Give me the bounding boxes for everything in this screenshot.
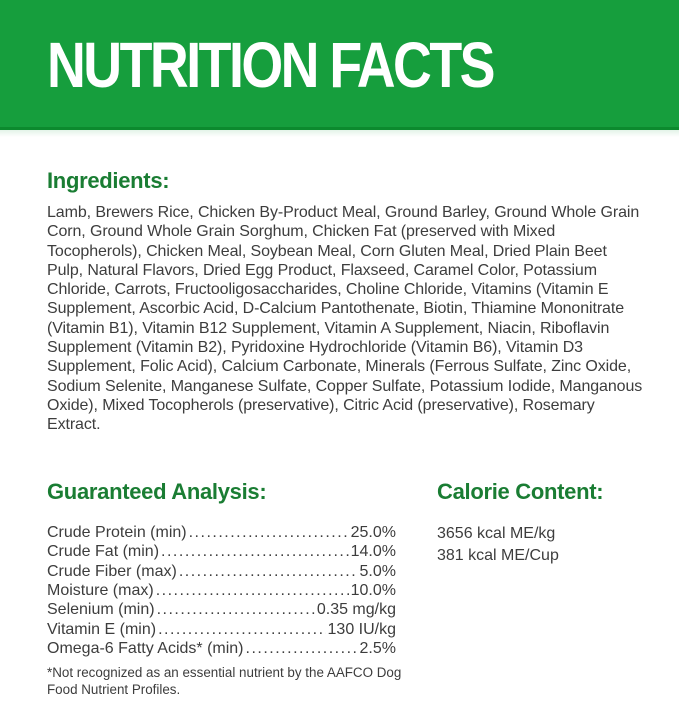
- analysis-row-label: Omega-6 Fatty Acids* (min): [47, 639, 244, 657]
- calorie-content-heading: Calorie Content:: [437, 478, 604, 504]
- analysis-row-value: 2.5%: [359, 639, 396, 657]
- analysis-row: [47, 639, 396, 658]
- label-content: [0, 168, 679, 712]
- analysis-row-label: Crude Fat (min): [47, 543, 160, 561]
- analysis-row-label: Moisture (max): [47, 581, 154, 599]
- analysis-row-value: 0.35 mg/kg: [316, 601, 396, 619]
- ingredients-heading: Ingredients:: [47, 168, 170, 193]
- analysis-row: [47, 523, 396, 542]
- analysis-row-label: Crude Protein (min): [47, 524, 187, 542]
- analysis-row-label: Crude Fiber (max): [47, 562, 177, 580]
- analysis-row-value: 10.0%: [350, 581, 396, 599]
- analysis-calorie-columns: [47, 461, 639, 712]
- header-band: [0, 0, 679, 130]
- dotted-leader: [246, 639, 358, 658]
- analysis-row: [47, 581, 396, 600]
- analysis-row-value: 5.0%: [359, 562, 396, 580]
- analysis-row-label: Vitamin E (min): [47, 620, 157, 638]
- dotted-leader: [179, 562, 358, 581]
- analysis-row: [47, 600, 396, 619]
- analysis-row: [47, 542, 396, 561]
- analysis-row: [47, 620, 396, 639]
- calorie-line: 381 kcal ME/Cup: [437, 546, 559, 564]
- ingredients-text: Lamb, Brewers Rice, Chicken By-Product Meal, Ground Barley, Ground Whole Grain Corn, Ground Whole Grain Sorghum, Chicken Fat (preserved with Mixed Tocopherols), Chicken Meal, Soybean Meal, Corn Gluten Meal, Dried Plain Beet Pulp, Natural Flavors, Dried Egg Product, Flaxseed, Caramel Color, Potassium Chloride, Carrots, Fructooligosaccharides, Choline Chloride, Vitamins (Vitamin E Supplement, Ascorbic Acid, D-Calcium Pantothenate, Biotin, Thiamine Mononitrate (Vitamin B1), Vitamin B12 Supplement, Vitamin A Supplement, Niacin, Riboflavin Supplement (Vitamin B2), Pyridoxine Hydrochloride (Vitamin B6), Vitamin D3 Supplement, Folic Acid), Calcium Carbonate, Minerals (Ferrous Sulfate, Zinc Oxide, Sodium Selenite, Manganese Sulfate, Copper Sulfate, Potassium Iodide, Manganous Oxide), Mixed Tocopherols (preservative), Citric Acid (preservative), Rosemary Extract.: [47, 204, 643, 434]
- analysis-row-value: 25.0%: [350, 524, 396, 542]
- dotted-leader: [161, 542, 349, 561]
- calorie-content-values: [437, 523, 603, 566]
- analysis-row-value: 130 IU/kg: [327, 620, 396, 638]
- page-title: NUTRITION FACTS: [47, 28, 494, 101]
- analysis-footnote: *Not recognized as an essential nutrient by the AAFCO Dog Food Nutrient Profiles.: [47, 665, 402, 697]
- analysis-row: [47, 562, 396, 581]
- guaranteed-analysis-table: [47, 523, 396, 658]
- analysis-row-value: 14.0%: [350, 543, 396, 561]
- dotted-leader: [189, 523, 349, 542]
- guaranteed-analysis-section: [47, 461, 402, 712]
- calorie-line: 3656 kcal ME/kg: [437, 525, 556, 543]
- dotted-leader: [157, 600, 315, 619]
- calorie-content-section: [437, 461, 603, 712]
- header-band-shadow: [0, 130, 679, 137]
- dotted-leader: [158, 620, 325, 639]
- dotted-leader: [156, 581, 349, 600]
- guaranteed-analysis-heading: Guaranteed Analysis:: [47, 478, 267, 504]
- analysis-row-label: Selenium (min): [47, 601, 155, 619]
